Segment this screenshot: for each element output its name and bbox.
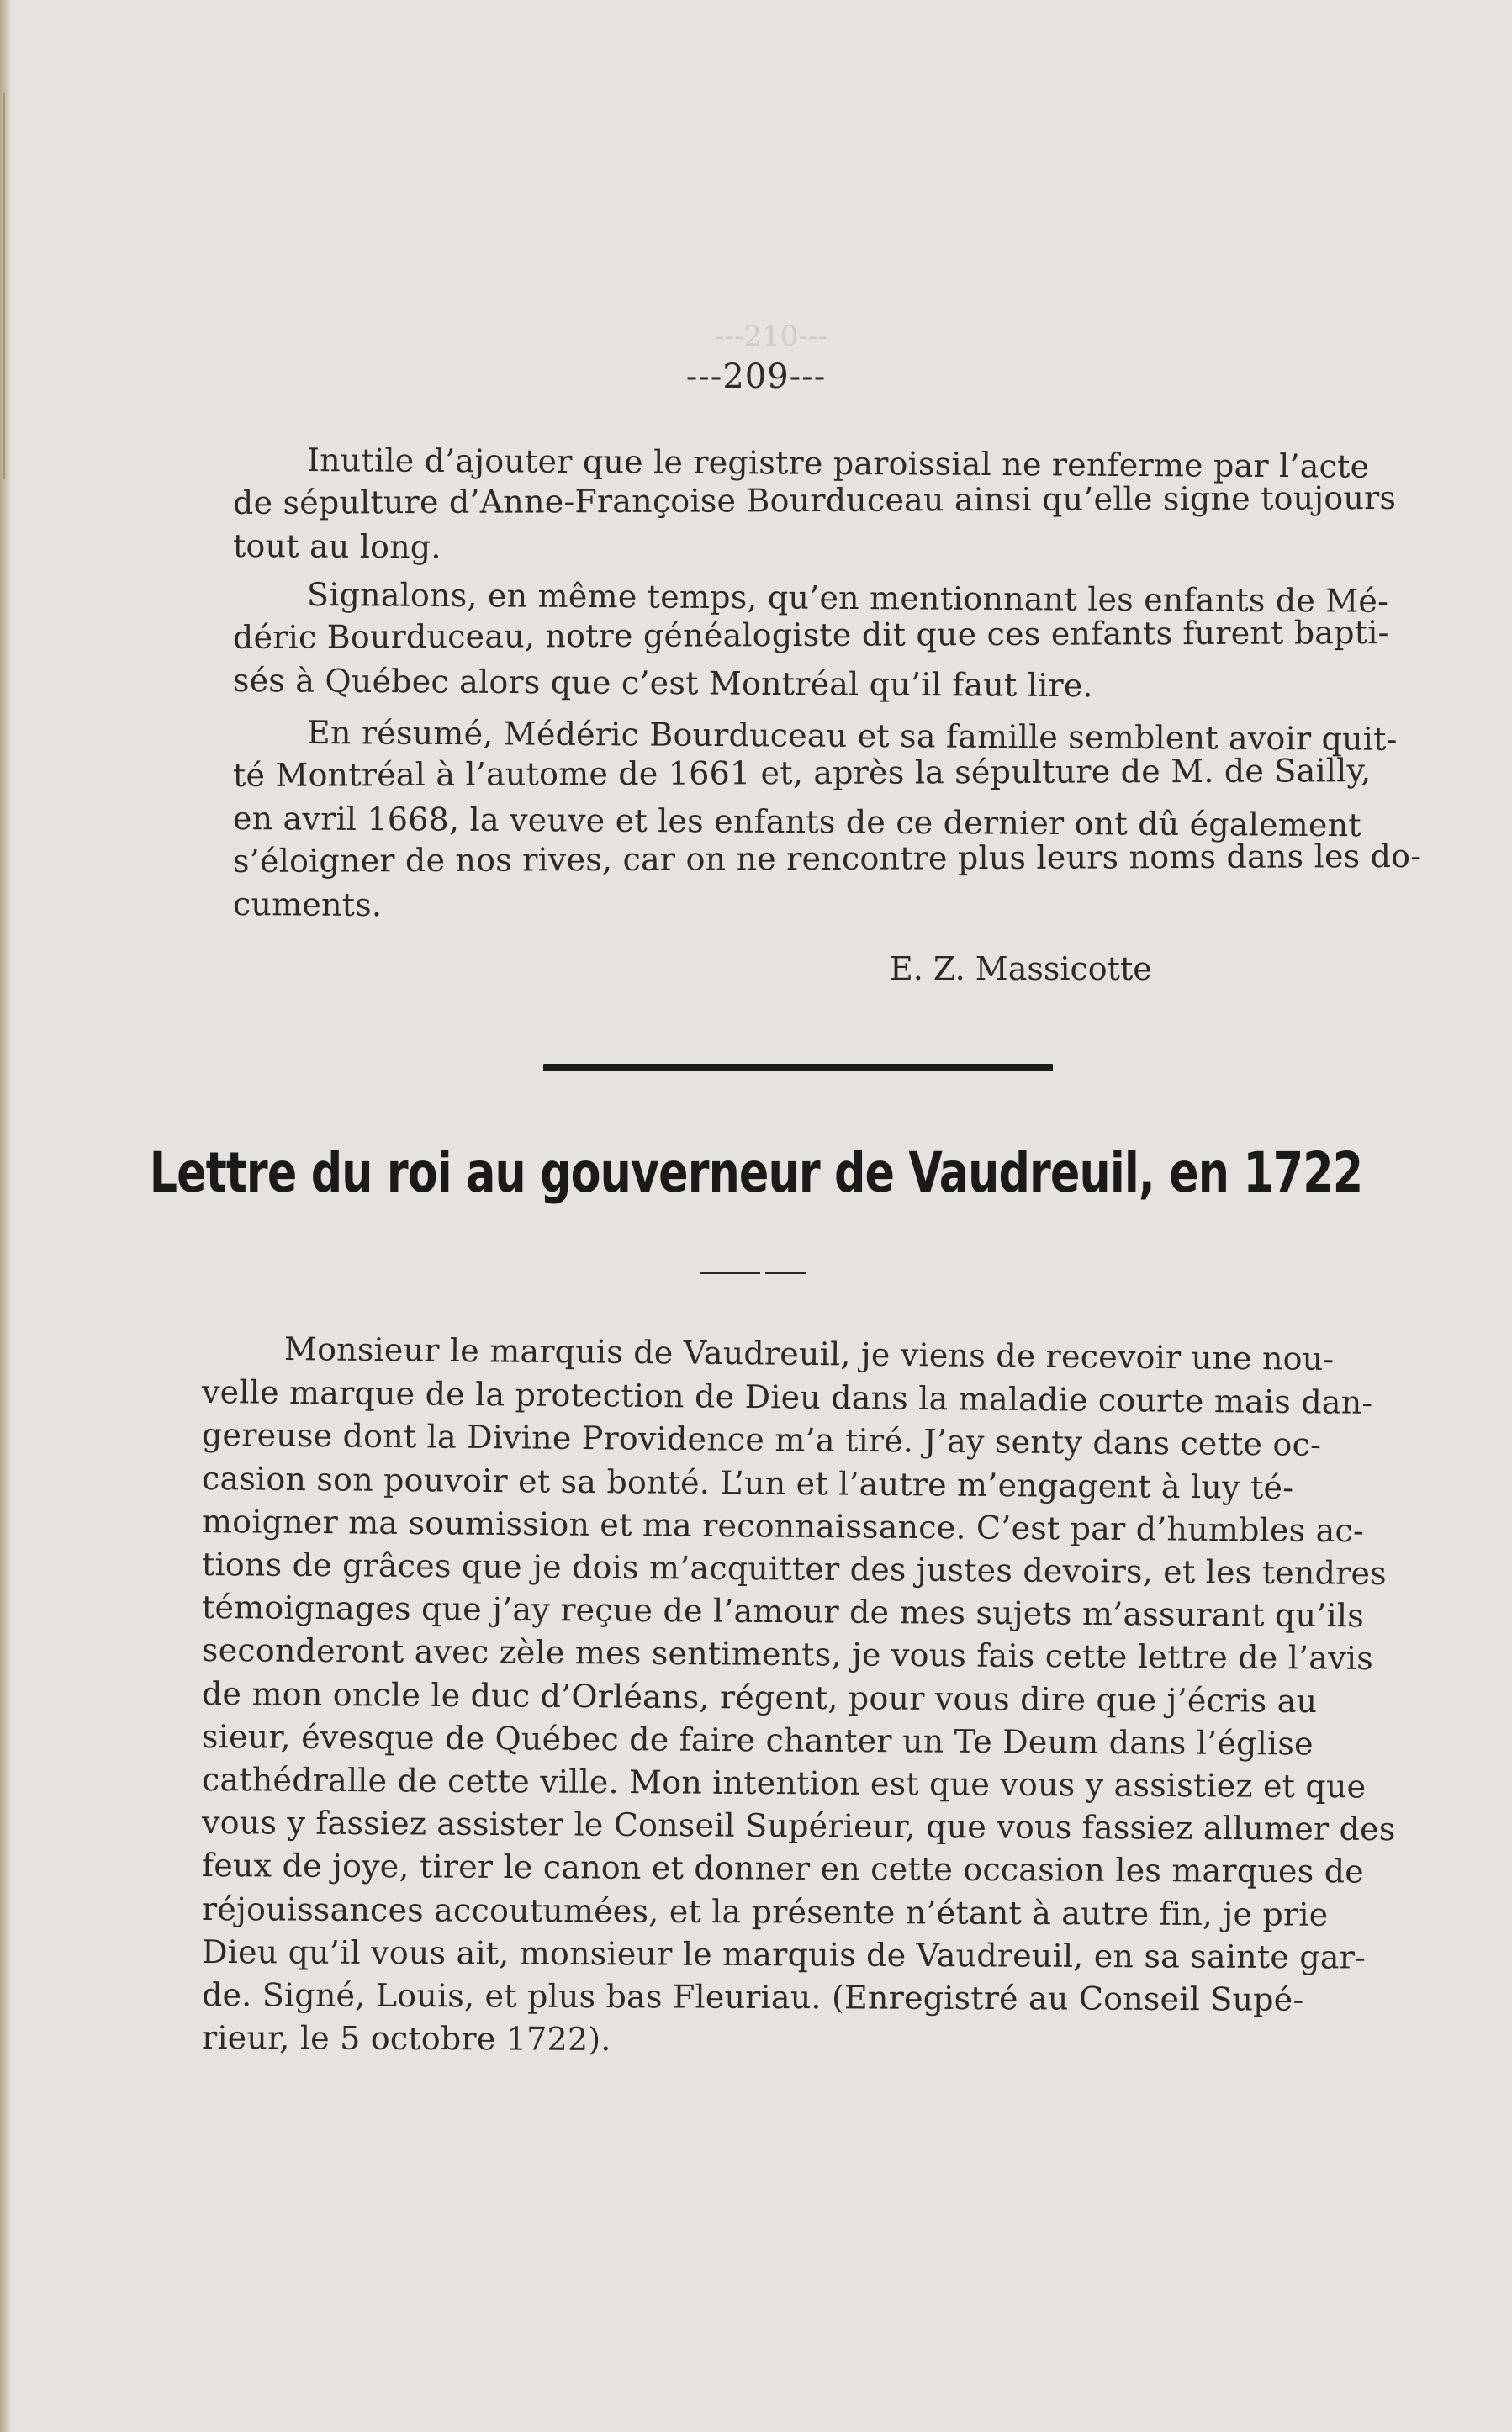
paragraph-line: En résumé, Médéric Bourduceau et sa famille semblent avoir quit- — [306, 714, 1398, 758]
paragraph-line: cuments. — [232, 886, 383, 924]
letter-line: Dieu qu’il vous ait, monsieur le marquis de Vaudreuil, en sa sainte gar- — [201, 1932, 1367, 1976]
letter-line: moigner ma soumission et ma reconnaissance. C’est par d’humbles ac- — [201, 1502, 1365, 1550]
letter-line: sieur, évesque de Québec de faire chanter un Te Deum dans l’église — [201, 1717, 1314, 1763]
letter-line: velle marque de la protection de Dieu dans la maladie courte mais dan- — [201, 1373, 1373, 1422]
letter-line: feux de joye, tirer le canon et donner en cette occasion les marques de — [201, 1847, 1364, 1890]
author-signature: E. Z. Massicotte — [890, 950, 1152, 987]
letter-line: seconderont avec zèle mes sentiments, je vous fais cette lettre de l’avis — [201, 1631, 1374, 1678]
letter-line: vous y fassiez assister le Conseil Supérieur, que vous fassiez allumer des — [201, 1804, 1396, 1848]
letter-line: casion son pouvoir et sa bonté. L’un et l’autre m’engagent à luy té- — [201, 1459, 1294, 1506]
letter-line: témoignages que j’ay reçue de l’amour de mes sujets m’assurant qu’ils — [201, 1589, 1365, 1635]
letter-line: gereuse dont la Divine Providence m’a tiré. J’ay senty dans cette oc- — [201, 1416, 1322, 1464]
letter-line: cathédralle de cette ville. Mon intention est que vous y assistiez et que — [201, 1761, 1367, 1805]
paragraph-line: s’éloigner de nos rives, car on ne rencontre plus leurs noms dans les do- — [232, 837, 1422, 880]
paragraph-line: sés à Québec alors que c’est Montréal qu’il faut lire. — [232, 662, 1093, 705]
paragraph-line: Signalons, en même temps, qu’en mentionnant les enfants de Mé- — [306, 576, 1389, 620]
letter-line: rieur, le 5 octobre 1722). — [201, 2019, 611, 2059]
paragraph-line: déric Bourduceau, notre généalogiste dit que ces enfants furent bapti- — [232, 614, 1389, 656]
paragraph-line: Inutile d’ajouter que le registre paroissial ne renferme par l’acte — [306, 441, 1370, 485]
letter-line: de. Signé, Louis, et plus bas Fleuriau. (Enregistré au Conseil Supé- — [201, 1976, 1304, 2018]
paragraph-line: de sépulture d’Anne-Françoise Bourduceau ainsi qu’elle signe toujours — [232, 478, 1397, 521]
paragraph-line: en avril 1668, la veuve et les enfants de ce dernier ont dû également — [232, 800, 1361, 844]
page-number: ---209--- — [685, 357, 827, 396]
paragraph-line: té Montréal à l’autome de 1661 et, après la sépulture de M. de Sailly, — [232, 752, 1372, 794]
letter-line: réjouissances accoutumées, et la présente n’étant à autre fin, je prie — [201, 1890, 1329, 1933]
bleed-through-page-number: ---210--- — [715, 320, 827, 353]
article-title: Lettre du roi au gouverneur de Vaudreuil, en 1722 — [149, 1140, 1363, 1205]
letter-line: de mon oncle le duc d’Orléans, régent, pour vous dire que j’écris au — [201, 1674, 1318, 1720]
paragraph-line: tout au long. — [232, 527, 441, 566]
letter-line: tions de grâces que je dois m’acquitter des justes devoirs, et les tendres — [201, 1546, 1388, 1593]
letter-line: Monsieur le marquis de Vaudreuil, je viens de recevoir une nou- — [283, 1330, 1335, 1377]
